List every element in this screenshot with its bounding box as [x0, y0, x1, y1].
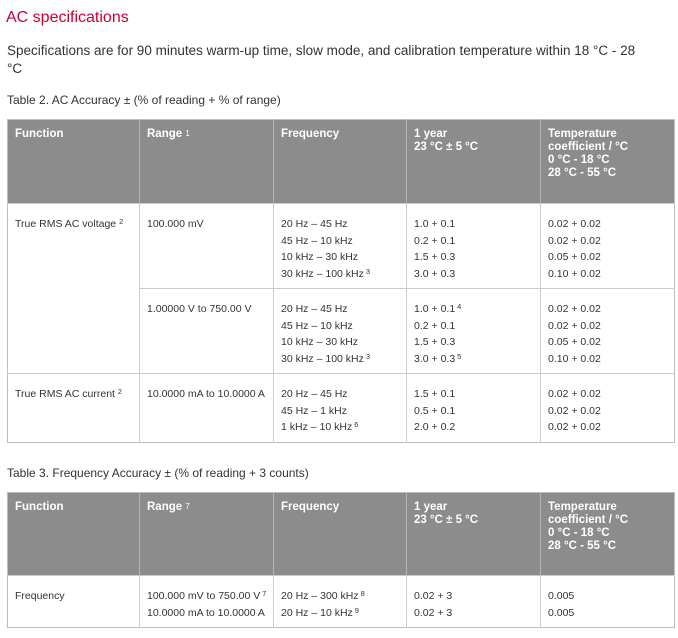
intro-text: Specifications are for 90 minutes warm-up time, slow mode, and calibration temperature within 18 °C - 28 °C	[7, 43, 636, 76]
header-1-year: 1 year 23 °C ± 5 °C	[407, 120, 541, 204]
header-temp-coefficient: Temperature coefficient / °C 0 °C - 18 °C 28 °C - 55 °C	[541, 493, 675, 576]
ac-accuracy-table	[7, 119, 675, 443]
section-title: AC specifications	[6, 9, 129, 26]
temp-coefficient-cell: 0.02 + 0.02 0.02 + 0.02 0.05 + 0.02 0.10 + 0.02	[541, 204, 675, 289]
header-function: Function	[8, 493, 140, 576]
frequency-accuracy-table	[7, 492, 675, 628]
accuracy-cell: 1.5 + 0.1 0.5 + 0.1 2.0 + 0.2	[407, 374, 541, 443]
range-cell: 1.00000 V to 750.00 V	[140, 289, 274, 374]
header-range: Range $^1$	[140, 120, 274, 204]
temp-coefficient-cell: 0.005 0.005	[541, 576, 675, 628]
header-range: Range $^7$	[140, 493, 274, 576]
header-frequency: Frequency	[274, 120, 407, 204]
table-row	[8, 374, 675, 443]
function-cell-current: True RMS AC current $^2$	[8, 374, 140, 443]
table3-caption: Table 3. Frequency Accuracy ± (% of reading + 3 counts)	[7, 466, 309, 480]
frequency-cell: 20 Hz – 45 Hz 45 Hz – 10 kHz 10 kHz – 30 kHz 30 kHz – 100 kHz $^3$	[274, 204, 407, 289]
range-cell: 100.000 mV	[140, 204, 274, 289]
temp-coefficient-cell: 0.02 + 0.02 0.02 + 0.02 0.05 + 0.02 0.10 + 0.02	[541, 289, 675, 374]
header-temp-coefficient: Temperature coefficient / °C 0 °C - 18 °C 28 °C - 55 °C	[541, 120, 675, 204]
table2-caption: Table 2. AC Accuracy ± (% of reading + % of range)	[7, 93, 281, 107]
accuracy-cell: 0.02 + 3 0.02 + 3	[407, 576, 541, 628]
header-function: Function	[8, 120, 140, 204]
table-row	[8, 204, 675, 289]
function-cell-voltage: True RMS AC voltage $^2$	[8, 204, 140, 374]
temp-coefficient-cell: 0.02 + 0.02 0.02 + 0.02 0.02 + 0.02	[541, 374, 675, 443]
accuracy-cell: 1.0 + 0.1 0.2 + 0.1 1.5 + 0.3 3.0 + 0.3	[407, 204, 541, 289]
frequency-cell: 20 Hz – 45 Hz 45 Hz – 10 kHz 10 kHz – 30 kHz 30 kHz – 100 kHz $^3$	[274, 289, 407, 374]
range-cell: 100.000 mV to 750.00 V $^7$ 10.0000 mA to 10.0000 A	[140, 576, 274, 628]
header-frequency: Frequency	[274, 493, 407, 576]
header-1-year: 1 year 23 °C ± 5 °C	[407, 493, 541, 576]
frequency-cell: 20 Hz – 300 kHz $^8$ 20 Hz – 10 kHz $^9$	[274, 576, 407, 628]
table-header-row	[8, 493, 675, 576]
frequency-cell: 20 Hz – 45 Hz 45 Hz – 1 kHz 1 kHz – 10 kHz $^6$	[274, 374, 407, 443]
function-cell-frequency: Frequency	[8, 576, 140, 628]
table-row	[8, 576, 675, 628]
range-cell: 10.0000 mA to 10.0000 A	[140, 374, 274, 443]
accuracy-cell: 1.0 + 0.1 $^4$ 0.2 + 0.1 1.5 + 0.3 3.0 + 0.3 $^5$	[407, 289, 541, 374]
table-header-row	[8, 120, 675, 204]
